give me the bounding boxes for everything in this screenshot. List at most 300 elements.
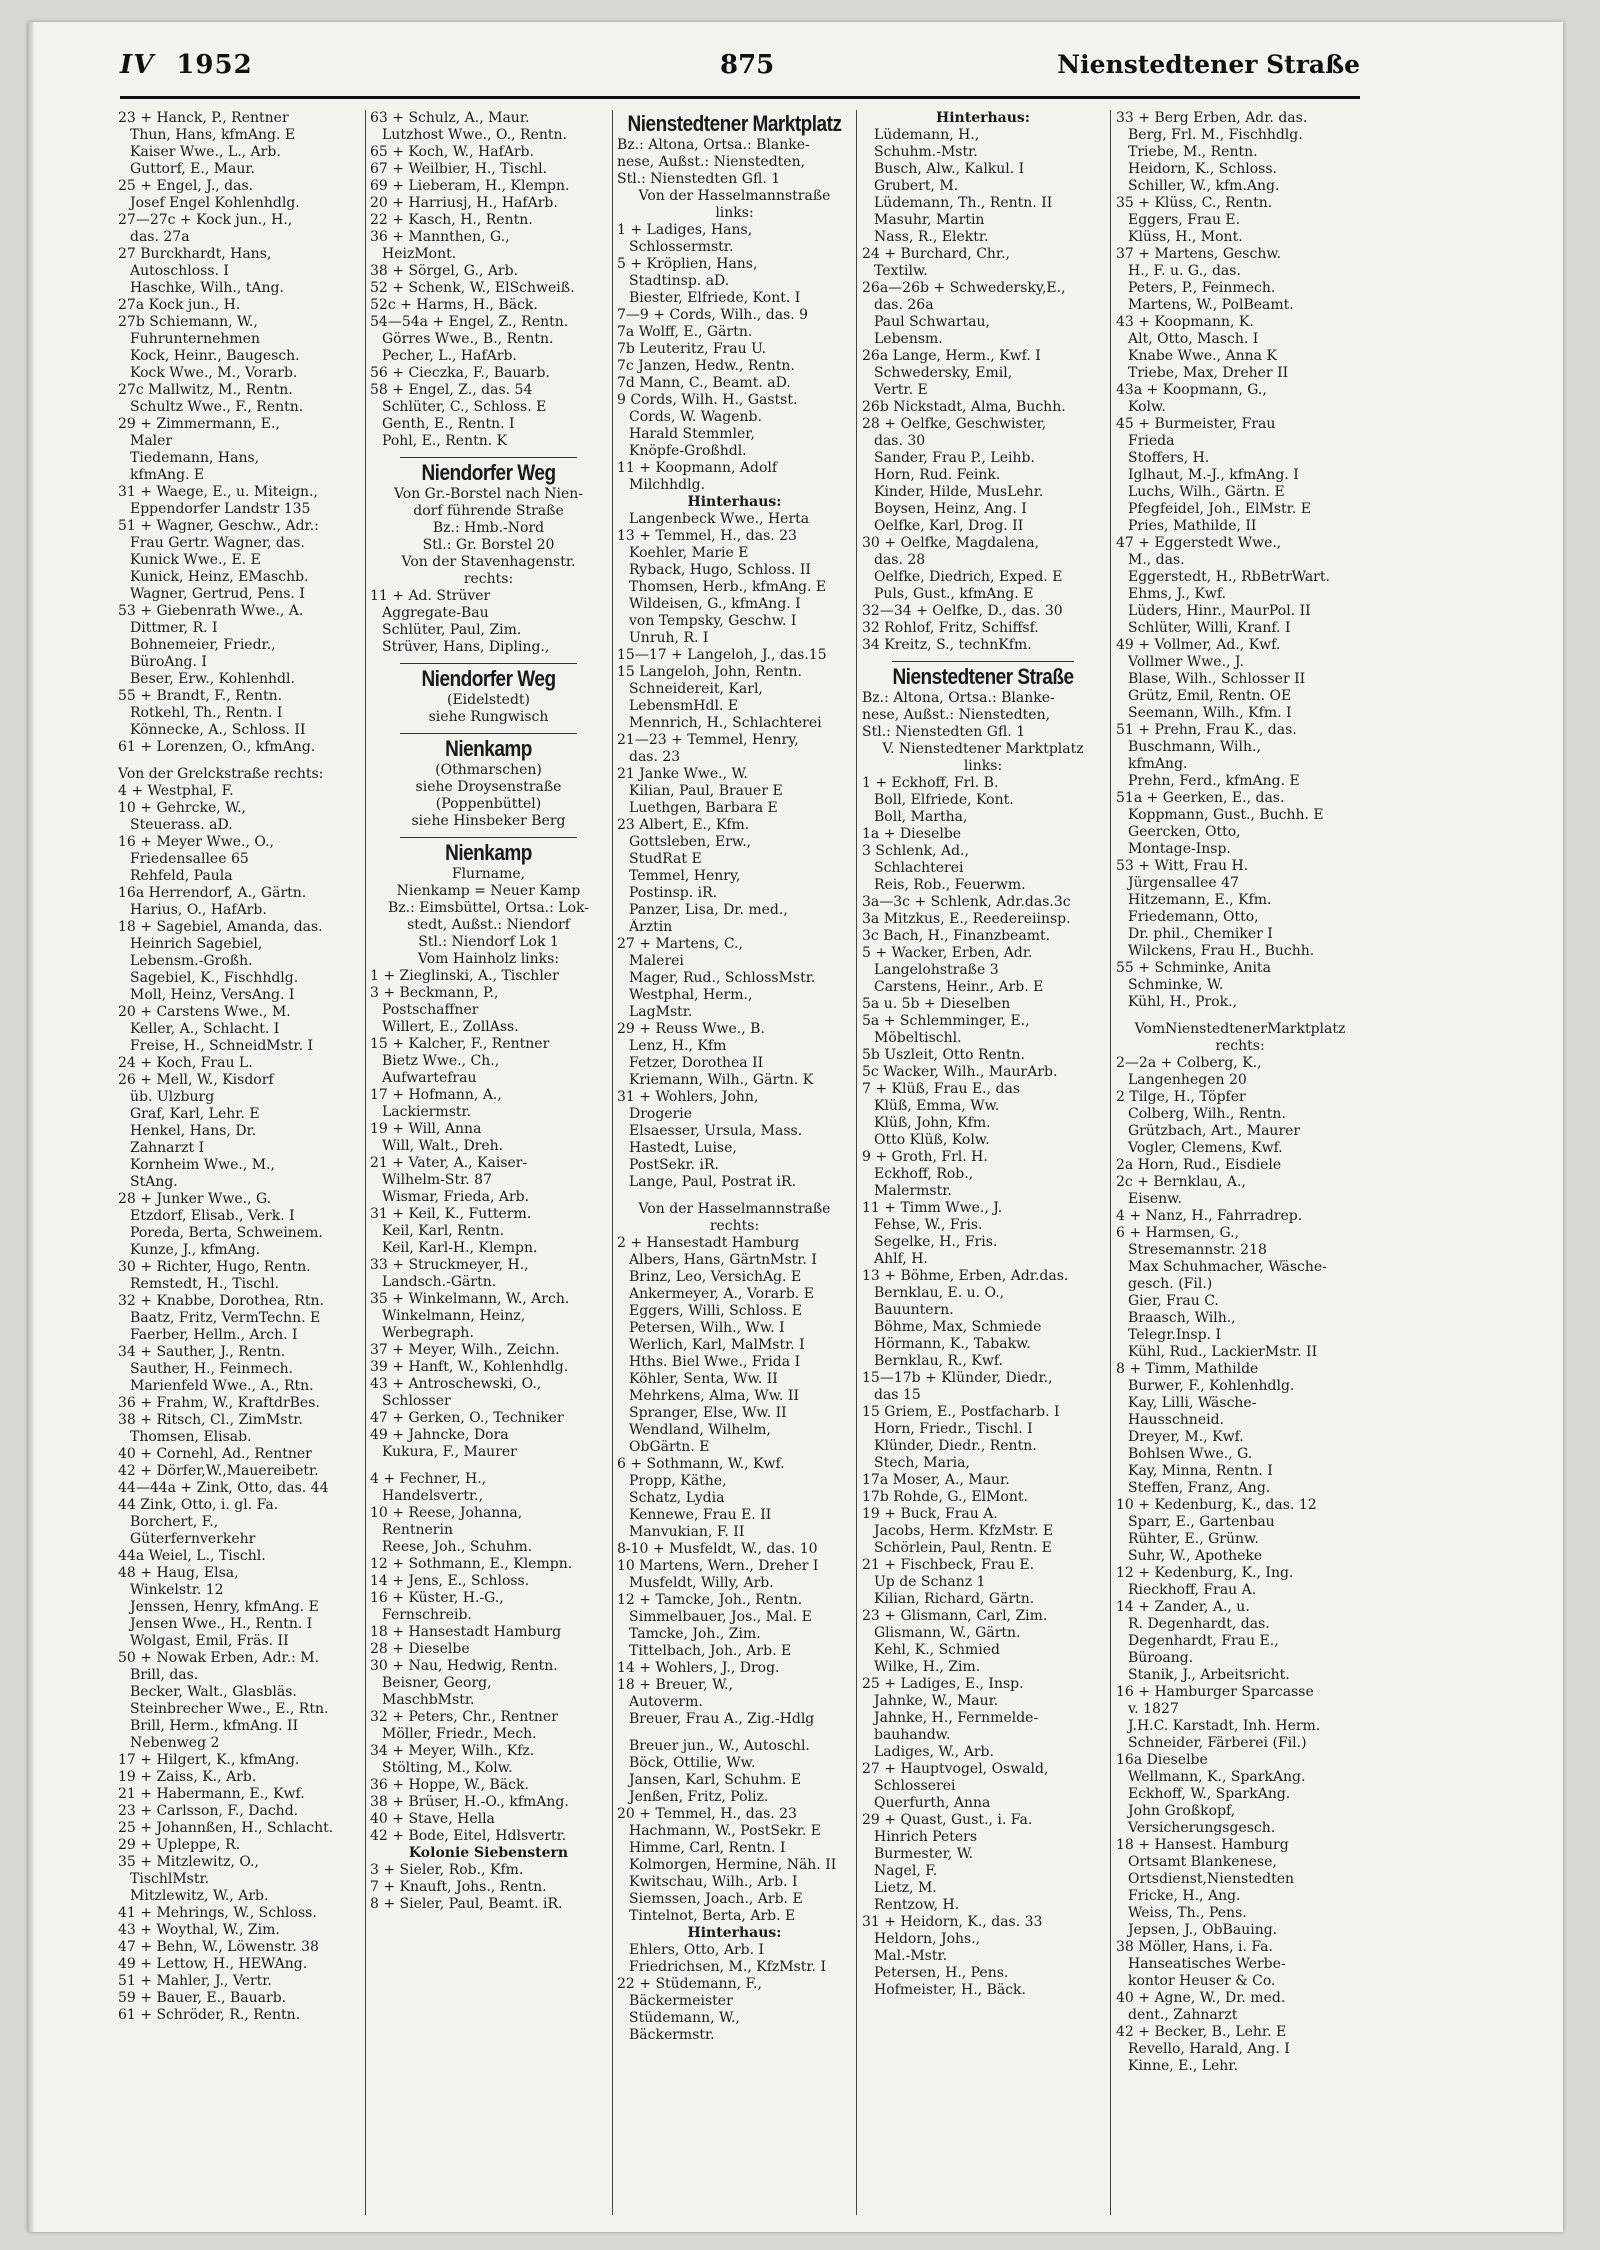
house-entry: 39 + Hanft, W., Kohlenhdlg. — [370, 1359, 569, 1375]
resident-entry: Grützbach, Art., Maurer — [1128, 1123, 1301, 1139]
resident-entry: Schlosserei — [874, 1778, 956, 1794]
house-entry: 55 + Schminke, Anita — [1116, 960, 1271, 976]
house-entry: 40 + Cornehl, Ad., Rentner — [118, 1446, 312, 1462]
resident-entry: Stadtinsp. aD. — [629, 273, 730, 289]
resident-entry: Kinne, E., Lehr. — [1128, 2058, 1238, 2074]
house-entry: 40 + Stave, Hella — [370, 1811, 495, 1827]
section-note: Von Gr.-Borstel nach Nien- — [393, 486, 584, 502]
section-note: siehe Rungwisch — [428, 709, 549, 725]
resident-entry: Schuhm.-Mstr. — [874, 144, 978, 160]
resident-entry: das. 27a — [130, 229, 190, 245]
resident-entry: Fernschreib. — [382, 1607, 472, 1623]
resident-entry: Kock, Heinr., Baugesch. — [130, 348, 300, 364]
house-entry: 51a + Geerken, E., das. — [1116, 790, 1285, 806]
resident-entry: Frau Gertr. Wagner, das. — [130, 535, 305, 551]
resident-entry: Vollmer Wwe., J. — [1128, 654, 1244, 670]
resident-entry: üb. Ulzburg — [130, 1089, 215, 1105]
house-entry: Von der Grelckstraße rechts: — [118, 766, 324, 782]
resident-entry: Böhme, Max, Schmiede — [874, 1319, 1042, 1335]
resident-entry: das. 23 — [629, 749, 681, 765]
resident-entry: Sauther, H., Feinmech. — [130, 1361, 294, 1377]
house-entry: 11 + Timm Wwe., J. — [862, 1200, 1003, 1216]
resident-entry: das. 30 — [874, 433, 926, 449]
resident-entry: Burwer, F., Kohlenhdlg. — [1128, 1378, 1295, 1394]
resident-entry: Siemssen, Joach., Arb. E — [629, 1891, 803, 1907]
house-entry: 42 + Dörfer,W.,Mauereibetr. — [118, 1463, 319, 1479]
resident-entry: Degenhardt, Frau E., — [1128, 1633, 1279, 1649]
house-entry: 3 + Sieler, Rob., Kfm. — [370, 1862, 524, 1878]
house-entry: 43 + Koopmann, K. — [1116, 314, 1254, 330]
resident-entry: Brinz, Leo, VersichAg. E — [629, 1269, 802, 1285]
resident-entry: Bauuntern. — [874, 1302, 954, 1318]
resident-entry: Friedensallee 65 — [130, 851, 249, 867]
resident-entry: Montage-Insp. — [1128, 841, 1231, 857]
resident-entry: Thomsen, Elisab. — [130, 1429, 252, 1445]
house-entry: 10 Martens, Wern., Dreher I — [617, 1558, 819, 1574]
house-entry: 21 + Vater, A., Kaiser- — [370, 1155, 528, 1171]
resident-entry: HeizMont. — [382, 246, 457, 262]
resident-entry: Knöpfe-Großhdl. — [629, 443, 747, 459]
house-entry: 4 + Nanz, H., Fahrradrep. — [1116, 1208, 1303, 1224]
resident-entry: Görres Wwe., B., Rentn. — [382, 331, 554, 347]
house-entry: 38 + Ritsch, Cl., ZimMstr. — [118, 1412, 303, 1428]
resident-entry: Kolw. — [1128, 399, 1166, 415]
resident-entry: Haschke, Wilh., tAng. — [130, 280, 284, 296]
house-entry: 52 + Schenk, W., ElSchweiß. — [370, 280, 575, 296]
house-entry: 5b Uszleit, Otto Rentn. — [862, 1047, 1025, 1063]
house-entry: 19 + Buck, Frau A. — [862, 1506, 998, 1522]
house-entry: 30 + Richter, Hugo, Rentn. — [118, 1259, 311, 1275]
resident-entry: Elsaesser, Ursula, Mass. — [629, 1123, 803, 1139]
resident-entry: Otto Klüß, Kolw. — [874, 1132, 990, 1148]
resident-entry: Steinbrecher Wwe., E., Rtn. — [130, 1701, 329, 1717]
resident-entry: Jensen Wwe., H., Rentn. I — [130, 1616, 313, 1632]
house-entry: 1 + Eckhoff, Frl. B. — [862, 775, 999, 791]
house-entry: Stl.: Nienstedten Gfl. 1 — [862, 724, 1026, 740]
resident-entry: Kriemann, Wilh., Gärtn. K — [629, 1072, 814, 1088]
resident-entry: Rühter, E., Grünw. — [1128, 1531, 1259, 1547]
house-entry: 37 + Meyer, Wilh., Zeichn. — [370, 1342, 560, 1358]
resident-entry: Mennrich, H., Schlachterei — [629, 715, 822, 731]
scan-edge — [28, 22, 34, 2232]
resident-entry: Rentnerin — [382, 1522, 453, 1538]
resident-entry: dent., Zahnarzt — [1128, 2007, 1238, 2023]
resident-entry: Langenbeck Wwe., Herta — [629, 511, 810, 527]
resident-entry: Steuerass. aD. — [130, 817, 233, 833]
house-entry: 59 + Bauer, E., Bauarb. — [118, 1990, 287, 2006]
resident-entry: Schminke, W. — [1128, 977, 1224, 993]
section-note: Vom Hainholz links: — [417, 951, 560, 967]
house-entry: 32 + Peters, Chr., Rentner — [370, 1709, 558, 1725]
resident-entry: Breuer, Frau A., Zig.-Hdlg — [629, 1711, 815, 1727]
resident-entry: Kay, Lilli, Wäsche- — [1128, 1395, 1257, 1411]
resident-entry: Büroang. — [1128, 1650, 1194, 1666]
resident-entry: Cords, W. Wagenb. — [629, 409, 762, 425]
house-entry: 15 + Kalcher, F., Rentner — [370, 1036, 550, 1052]
house-entry: 47 + Behn, W., Löwenstr. 38 — [118, 1939, 319, 1955]
resident-entry: Drogerie — [629, 1106, 693, 1122]
resident-entry: Möbeltischl. — [874, 1030, 962, 1046]
resident-entry: Gier, Frau C. — [1128, 1293, 1219, 1309]
resident-entry: Kaiser Wwe., L., Arb. — [130, 144, 281, 160]
house-entry: 27 Burckhardt, Hans, — [118, 246, 272, 262]
resident-entry: Freise, H., SchneidMstr. I — [130, 1038, 314, 1054]
resident-entry: Mitzlewitz, W., Arb. — [130, 1888, 269, 1904]
resident-entry: Busch, Alw., Kalkul. I — [874, 161, 1025, 177]
house-entry: 4 + Fechner, H., — [370, 1471, 487, 1487]
house-entry: 15—17b + Klünder, Diedr., — [862, 1370, 1053, 1386]
house-entry: 25 + Johannßen, H., Schlacht. — [118, 1820, 334, 1836]
resident-entry: Heldorn, Johs., — [874, 1931, 981, 1947]
resident-entry: Keil, Karl-H., Klempn. — [382, 1240, 538, 1256]
column-divider — [612, 110, 613, 2215]
resident-entry: Wilhelm-Str. 87 — [382, 1172, 492, 1188]
resident-entry: Milchhdlg. — [629, 477, 706, 493]
resident-entry: Rentzow, H. — [874, 1897, 960, 1913]
resident-entry: Kolmorgen, Hermine, Näh. II — [629, 1857, 837, 1873]
resident-entry: Oelfke, Diedrich, Exped. E — [874, 569, 1063, 585]
resident-entry: Textilw. — [874, 263, 928, 279]
house-entry: 29 + Zimmermann, E., — [118, 416, 280, 432]
section-note: links: — [963, 758, 1003, 774]
house-entry: 25 + Engel, J., das. — [118, 178, 254, 194]
resident-entry: kfmAng. — [1128, 756, 1188, 772]
resident-entry: Beisner, Georg, — [382, 1675, 492, 1691]
house-entry: 36 + Mannthen, G., — [370, 229, 510, 245]
street-heading: Nienstedtener Marktplatz — [627, 112, 842, 137]
house-entry: 10 + Reese, Johanna, — [370, 1505, 523, 1521]
resident-entry: Dittmer, R. I — [130, 620, 218, 636]
resident-entry: Braasch, Wilh., — [1128, 1310, 1236, 1326]
resident-entry: R. Degenhardt, das. — [1128, 1616, 1270, 1632]
house-entry: 32 + Knabbe, Dorothea, Rtn. — [118, 1293, 324, 1309]
house-entry: 8 + Sieler, Paul, Beamt. iR. — [370, 1896, 563, 1912]
resident-entry: Westphal, Herm., — [629, 987, 753, 1003]
resident-entry: Bäckermeister — [629, 1993, 733, 2009]
house-entry: 53 + Giebenrath Wwe., A. — [118, 603, 304, 619]
house-entry: 18 + Sagebiel, Amanda, das. — [118, 919, 323, 935]
resident-entry: Aufwartefrau — [382, 1070, 477, 1086]
house-entry: 8-10 + Musfeldt, W., das. 10 — [617, 1541, 818, 1557]
house-entry: 8 + Timm, Mathilde — [1116, 1361, 1259, 1377]
resident-entry: Geercken, Otto, — [1128, 824, 1241, 840]
resident-entry: Revello, Harald, Ang. I — [1128, 2041, 1290, 2057]
house-entry: 27c Mallwitz, M., Rentn. — [118, 382, 293, 398]
resident-entry: PostSekr. iR. — [629, 1157, 719, 1173]
house-entry: 1a + Dieselbe — [862, 826, 962, 842]
header-left — [120, 50, 253, 80]
resident-entry: Peters, P., Feinmech. — [1128, 280, 1276, 296]
resident-entry: Horn, Rud. Feink. — [874, 467, 1001, 483]
resident-entry: Kühl, Rud., LackierMstr. II — [1128, 1344, 1318, 1360]
resident-entry: Ortsdienst,Nienstedten — [1128, 1871, 1294, 1887]
resident-entry: Ryback, Hugo, Schloss. II — [629, 562, 811, 578]
resident-entry: Harald Stemmler, — [629, 426, 755, 442]
resident-entry: Rehfeld, Paula — [130, 868, 233, 884]
resident-entry: Kinder, Hilde, MusLehr. — [874, 484, 1044, 500]
house-entry: 17 + Hofmann, A., — [370, 1087, 502, 1103]
resident-entry: Dr. phil., Chemiker I — [1128, 926, 1273, 942]
resident-entry: Lüdemann, Th., Rentn. II — [874, 195, 1053, 211]
resident-entry: Frieda — [1128, 433, 1175, 449]
house-entry: 26b Nickstadt, Alma, Buchh. — [862, 399, 1066, 415]
resident-entry: Hachmann, W., PostSekr. E — [629, 1823, 821, 1839]
resident-entry: Heinrich Sagebiel, — [130, 936, 263, 952]
column-5 — [1116, 110, 1364, 2220]
resident-entry: Borchert, F., — [130, 1514, 219, 1530]
resident-entry: Pries, Mathilde, II — [1128, 518, 1257, 534]
house-entry: 43 + Antroschewski, O., — [370, 1376, 542, 1392]
resident-entry: Pecher, L., HafArb. — [382, 348, 517, 364]
house-entry: 44 Zink, Otto, i. gl. Fa. — [118, 1497, 279, 1513]
resident-entry: Stölting, M., Kolw. — [382, 1760, 513, 1776]
house-entry: Bz.: Altona, Ortsa.: Blanke- — [617, 137, 810, 153]
resident-entry: Wildeisen, G., kfmAng. I — [629, 596, 801, 612]
house-entry: nese, Außst.: Nienstedten, — [862, 707, 1051, 723]
resident-entry: Beser, Erw., Kohlenhdl. — [130, 671, 295, 687]
section-rule — [400, 733, 577, 734]
section-note: (Poppenbüttel) — [435, 796, 542, 812]
column-divider — [365, 110, 366, 2215]
resident-entry: Spranger, Else, Ww. II — [629, 1405, 787, 1421]
resident-entry: Schlüter, Paul, Zim. — [382, 622, 522, 638]
house-entry: 20 + Harriusj, H., HafArb. — [370, 195, 558, 211]
resident-entry: Bäckermstr. — [629, 2027, 715, 2043]
resident-entry: Masuhr, Martin — [874, 212, 985, 228]
resident-entry: Manvukian, F. II — [629, 1524, 745, 1540]
resident-entry: Schwedersky, Emil, — [874, 365, 1013, 381]
section-note: Von der Hasselmannstraße — [638, 188, 831, 204]
resident-entry: Suhr, W., Apotheke — [1128, 1548, 1263, 1564]
resident-entry: Vertr. E — [874, 382, 928, 398]
house-entry: 34 + Sauther, J., Rentn. — [118, 1344, 286, 1360]
house-entry: 51 + Prehn, Frau K., das. — [1116, 722, 1297, 738]
house-entry: 21 Janke Wwe., W. — [617, 766, 748, 782]
resident-entry: Postschaffner — [382, 1002, 479, 1018]
street-heading: Niendorfer Weg — [421, 667, 556, 692]
house-entry: 21 + Fischbeck, Frau E. — [862, 1557, 1035, 1573]
house-entry: 45 + Burmeister, Frau — [1116, 416, 1276, 432]
house-entry: 44—44a + Zink, Otto, das. 44 — [118, 1480, 329, 1496]
resident-entry: bauhandw. — [874, 1727, 951, 1743]
house-entry: 5a + Schlemminger, E., — [862, 1013, 1030, 1029]
resident-entry: Bietz Wwe., Ch., — [382, 1053, 500, 1069]
house-entry: 51 + Mahler, J., Vertr. — [118, 1973, 272, 1989]
house-entry: 7b Leuteritz, Frau U. — [617, 341, 767, 357]
resident-entry: Segelke, H., Fris. — [874, 1234, 998, 1250]
resident-entry: Paul Schwartau, — [874, 314, 990, 330]
house-entry: 10 + Gehrcke, W., — [118, 800, 246, 816]
resident-entry: Tintelnot, Berta, Arb. E — [629, 1908, 796, 1924]
resident-entry: Iglhaut, M.-J., kfmAng. I — [1128, 467, 1299, 483]
section-note: rechts: — [1215, 1038, 1265, 1054]
resident-entry: Jenßen, Fritz, Poliz. — [629, 1789, 769, 1805]
section-note: (Othmarschen) — [435, 762, 542, 778]
spacer — [617, 1728, 852, 1738]
resident-entry: StudRat E — [629, 851, 702, 867]
resident-entry: Stresemannstr. 218 — [1128, 1242, 1267, 1258]
resident-entry: Albers, Hans, GärtnMstr. I — [629, 1252, 817, 1268]
page-number: 875 — [720, 50, 775, 80]
house-entry: 31 + Waege, E., u. Miteign., — [118, 484, 318, 500]
house-entry: 35 + Mitzlewitz, O., — [118, 1854, 259, 1870]
house-entry: 1 + Ladiges, Hans, — [617, 222, 753, 238]
resident-entry: Bohnemeier, Friedr., — [130, 637, 276, 653]
resident-entry: Kilian, Richard, Gärtn. — [874, 1591, 1035, 1607]
resident-entry: Vogler, Clemens, Kwf. — [1128, 1140, 1283, 1156]
house-entry: 19 + Zaiss, K., Arb. — [118, 1769, 257, 1785]
resident-entry: Pohl, E., Rentn. K — [382, 433, 508, 449]
resident-entry: Brill, das. — [130, 1667, 199, 1683]
house-entry: 65 + Koch, W., HafArb. — [370, 144, 534, 160]
resident-entry: Sander, Frau P., Leihb. — [874, 450, 1035, 466]
resident-entry: Becker, Walt., Glasbläs. — [130, 1684, 297, 1700]
house-entry: 21 + Habermann, E., Kwf. — [118, 1786, 305, 1802]
resident-entry: Schatz, Lydia — [629, 1490, 725, 1506]
resident-entry: Mal.-Mstr. — [874, 1948, 948, 1964]
resident-entry: Zahnarzt I — [130, 1140, 205, 1156]
resident-entry: Eppendorfer Landstr 135 — [130, 501, 311, 517]
house-entry: 56 + Cieczka, F., Bauarb. — [370, 365, 550, 381]
resident-entry: Ahlf, H. — [874, 1251, 928, 1267]
resident-entry: Burmester, W. — [874, 1846, 974, 1862]
resident-entry: Prehn, Ferd., kfmAng. E — [1128, 773, 1300, 789]
house-entry: 12 + Tamcke, Joh., Rentn. — [617, 1592, 803, 1608]
house-entry: 10 + Kedenburg, K., das. 12 — [1116, 1497, 1317, 1513]
house-entry: 13 + Temmel, H., das. 23 — [617, 528, 797, 544]
resident-entry: Güterfernverkehr — [130, 1531, 256, 1547]
resident-entry: Eggers, Willi, Schloss. E — [629, 1303, 803, 1319]
resident-entry: Kilian, Paul, Brauer E — [629, 783, 783, 799]
house-entry: 2—2a + Colberg, K., — [1116, 1055, 1262, 1071]
resident-entry: TischlMstr. — [130, 1871, 210, 1887]
resident-entry: Biester, Elfriede, Kont. I — [629, 290, 801, 306]
resident-entry: Versicherungsgesch. — [1128, 1820, 1276, 1836]
house-entry: 55 + Brandt, F., Rentn. — [118, 688, 283, 704]
house-entry: 42 + Becker, B., Lehr. E — [1116, 2024, 1287, 2040]
resident-entry: Wilke, H., Zim. — [874, 1659, 981, 1675]
resident-entry: Musfeldt, Willy, Arb. — [629, 1575, 774, 1591]
resident-entry: Maler — [130, 433, 173, 449]
resident-entry: Boll, Martha, — [874, 809, 968, 825]
resident-entry: Wismar, Frieda, Arb. — [382, 1189, 530, 1205]
resident-entry: Wilckens, Frau H., Buchh. — [1128, 943, 1315, 959]
house-entry: 31 + Wohlers, John, — [617, 1089, 759, 1105]
house-entry: 61 + Lorenzen, O., kfmAng. — [118, 739, 316, 755]
house-entry: 24 + Burchard, Chr., — [862, 246, 1010, 262]
resident-entry: Berg, Frl. M., Fischhdlg. — [1128, 127, 1303, 143]
resident-entry: Strüver, Hans, Dipling., — [382, 639, 550, 655]
resident-entry: Fehse, W., Fris. — [874, 1217, 983, 1233]
house-entry: 12 + Kedenburg, K., Ing. — [1116, 1565, 1294, 1581]
resident-entry: Luchs, Wilh., Gärtn. E — [1128, 484, 1285, 500]
resident-entry: Simmelbauer, Jos., Mal. E — [629, 1609, 812, 1625]
resident-entry: Reese, Joh., Schuhm. — [382, 1539, 533, 1555]
house-entry: 32 Rohlof, Fritz, Schiffsf. — [862, 620, 1039, 636]
resident-entry: Remstedt, H., Tischl. — [130, 1276, 280, 1292]
resident-entry: Will, Walt., Dreh. — [382, 1138, 504, 1154]
spacer — [370, 1461, 607, 1471]
resident-entry: StAng. — [130, 1174, 178, 1190]
house-entry: Bz.: Altona, Ortsa.: Blanke- — [862, 690, 1055, 706]
resident-entry: Jahnke, W., Maur. — [874, 1693, 999, 1709]
house-entry: 5c Wacker, Wilh., MaurArb. — [862, 1064, 1058, 1080]
resident-entry: gesch. (Fil.) — [1128, 1276, 1213, 1292]
resident-entry: BüroAng. I — [130, 654, 207, 670]
resident-entry: Jahnke, H., Fernmelde- — [874, 1710, 1039, 1726]
section-rule — [400, 663, 577, 664]
column-divider — [1110, 110, 1111, 2215]
resident-entry: Carstens, Heinr., Arb. E — [874, 979, 1044, 995]
resident-entry: Autoverm. — [629, 1694, 703, 1710]
section-note: Hinterhaus: — [687, 494, 782, 510]
house-entry: 26a—26b + Schwedersky,E., — [862, 280, 1066, 296]
house-entry: 69 + Lieberam, H., Klempn. — [370, 178, 570, 194]
resident-entry: Ehlers, Otto, Arb. I — [629, 1942, 765, 1958]
resident-entry: Glismann, W., Gärtn. — [874, 1625, 1021, 1641]
house-entry: 7—9 + Cords, Wilh., das. 9 — [617, 307, 809, 323]
resident-entry: Kühl, H., Prok., — [1128, 994, 1238, 1010]
house-entry: 53 + Witt, Frau H. — [1116, 858, 1249, 874]
resident-entry: Faerber, Hellm., Arch. I — [130, 1327, 298, 1343]
street-heading: Nienkamp — [445, 841, 532, 866]
street-title: Nienstedtener Straße — [1057, 50, 1360, 79]
resident-entry: Josef Engel Kohlenhdlg. — [130, 195, 300, 211]
house-entry: 33 + Struckmeyer, H., — [370, 1257, 529, 1273]
house-entry: 49 + Jahncke, Dora — [370, 1427, 509, 1443]
resident-entry: H., F. u. G., das. — [1128, 263, 1241, 279]
header-year: 1952 — [176, 50, 253, 80]
resident-entry: Schiller, W., kfm.Ang. — [1128, 178, 1280, 194]
resident-entry: Lenz, H., Kfm — [629, 1038, 727, 1054]
resident-entry: Buschmann, Wilh., — [1128, 739, 1261, 755]
resident-entry: Rotkehl, Th., Rentn. I — [130, 705, 283, 721]
house-entry: 42 + Bode, Eitel, Hdlsvertr. — [370, 1828, 567, 1844]
section-note: siehe Hinsbeker Berg — [411, 813, 566, 829]
resident-entry: Landsch.-Gärtn. — [382, 1274, 497, 1290]
resident-entry: Oelfke, Karl, Drog. II — [874, 518, 1024, 534]
resident-entry: Klüß, John, Kfm. — [874, 1115, 991, 1131]
resident-entry: Klüß, Emma, Ww. — [874, 1098, 1000, 1114]
resident-entry: Bernklau, E. u. O., — [874, 1285, 1005, 1301]
resident-entry: Lietz, M. — [874, 1880, 937, 1896]
resident-entry: Eggers, Frau E. — [1128, 212, 1241, 228]
resident-entry: Sagebiel, K., Fischhdlg. — [130, 970, 299, 986]
resident-entry: Willert, E., ZollAss. — [382, 1019, 519, 1035]
resident-entry: Bohlsen Wwe., G. — [1128, 1446, 1253, 1462]
resident-entry: Ärztin — [629, 919, 673, 935]
house-entry: 52c + Harms, H., Bäck. — [370, 297, 538, 313]
resident-entry: kfmAng. E — [130, 467, 205, 483]
resident-entry: Grütz, Emil, Rentn. OE — [1128, 688, 1292, 704]
house-entry: 34 Kreitz, S., technKfm. — [862, 637, 1032, 653]
house-entry: 15 Langeloh, John, Rentn. — [617, 664, 802, 680]
house-entry: 6 + Sothmann, W., Kwf. — [617, 1456, 785, 1472]
resident-entry: Henkel, Hans, Dr. — [130, 1123, 257, 1139]
section-note: rechts: — [463, 571, 514, 587]
house-entry: 7 + Knauft, Johs., Rentn. — [370, 1879, 547, 1895]
resident-entry: Lange, Paul, Postrat iR. — [629, 1174, 797, 1190]
resident-entry: Postinsp. iR. — [629, 885, 718, 901]
resident-entry: Horn, Friedr., Tischl. I — [874, 1421, 1033, 1437]
resident-entry: Lebensm. — [874, 331, 943, 347]
house-entry: 28 + Oelfke, Geschwister, — [862, 416, 1047, 432]
resident-entry: Weiss, Th., Pens. — [1128, 1905, 1247, 1921]
resident-entry: LagMstr. — [629, 1004, 693, 1020]
resident-entry: Jürgensallee 47 — [1128, 875, 1239, 891]
house-entry: 17a Moser, A., Maur. — [862, 1472, 1010, 1488]
resident-entry: Wellmann, K., SparkAng. — [1128, 1769, 1306, 1785]
